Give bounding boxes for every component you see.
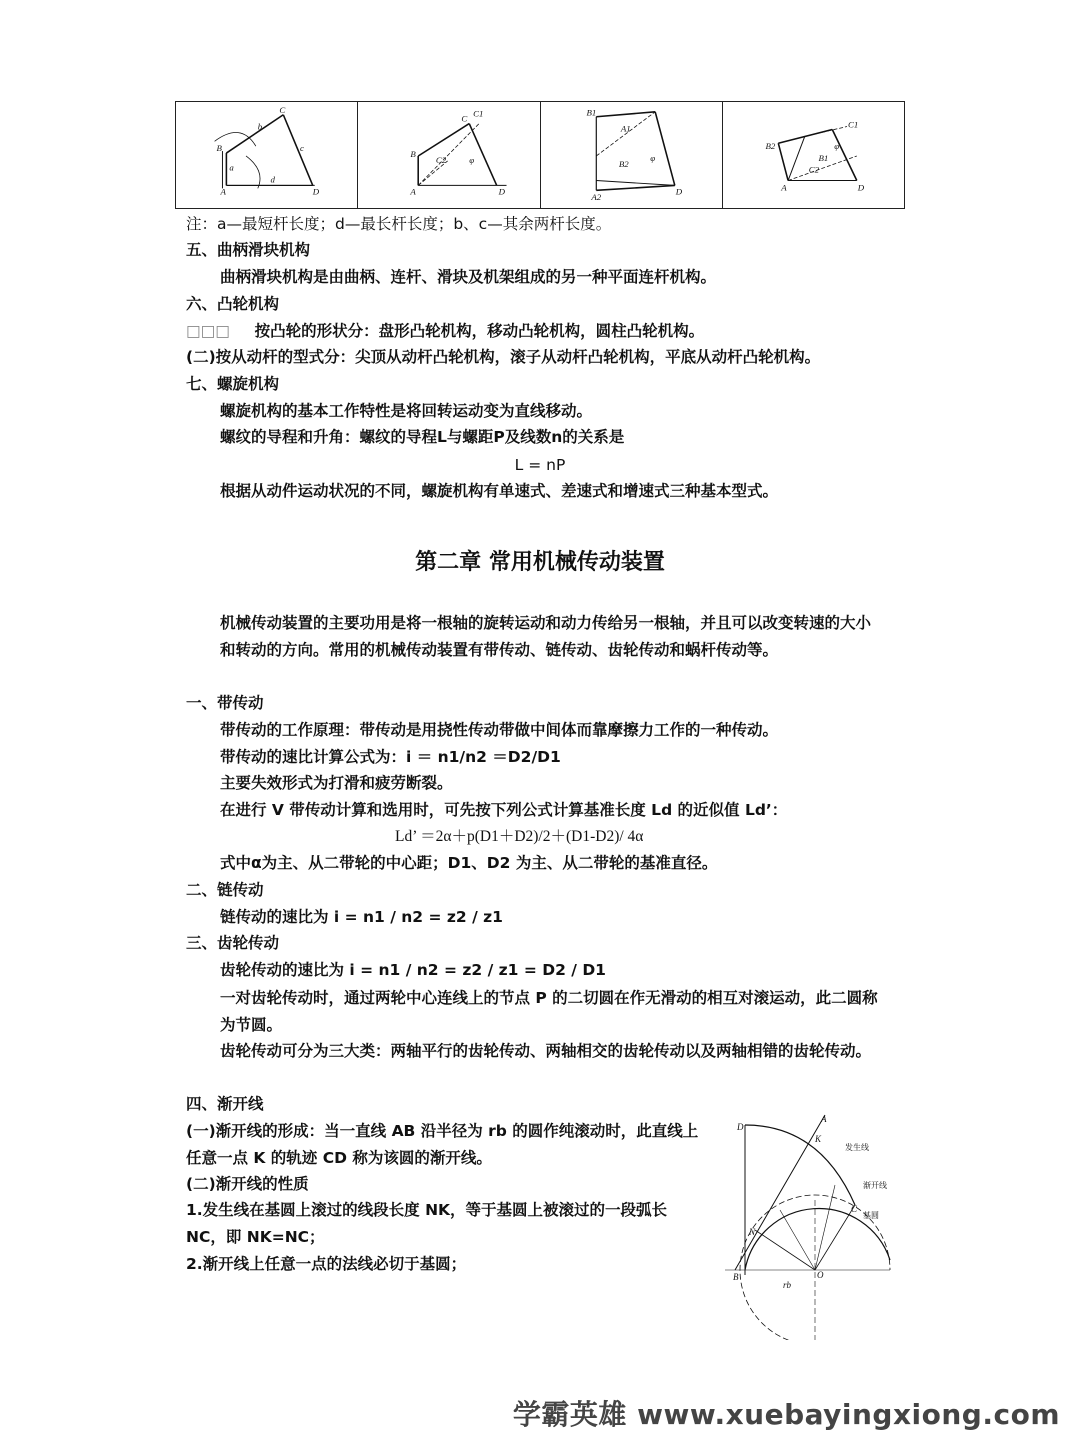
involute-properties-heading: (二)渐开线的性质 xyxy=(186,1175,309,1193)
label-B: B xyxy=(216,143,222,154)
para-6b: (二)按从动杆的型式分：尖顶从动杆凸轮机构，滚子从动杆凸轮机构，平底从动杆凸轮机构。 xyxy=(186,348,821,366)
figure-fourbar-2 xyxy=(358,102,540,208)
figure-note: 注：a—最短杆长度；d—最长杆长度；b、c—其余两杆长度。 xyxy=(186,215,612,233)
para-7c: 根据从动件运动状况的不同，螺旋机构有单速式、差速式和增速式三种基本型式。 xyxy=(220,482,779,500)
label-A: A xyxy=(780,182,787,193)
inv-label-N: N xyxy=(749,1227,756,1237)
section-belt: 一、带传动 xyxy=(186,694,264,712)
label-D: D xyxy=(312,186,320,197)
belt-principle: 带传动的工作原理：带传动是用挠性传动带做中间体而靠摩擦力工作的一种传动。 xyxy=(220,721,779,739)
section-involute: 四、渐开线 xyxy=(186,1095,264,1113)
inv-label-rb: rb xyxy=(783,1280,792,1290)
label-phi: φ xyxy=(469,154,475,165)
figure-fourbar-3 xyxy=(541,102,723,208)
missing-glyph-marker: □□□ xyxy=(186,322,230,340)
para-5: 曲柄滑块机构是由曲柄、连杆、滑块及机架组成的另一种平面连杆机构。 xyxy=(220,268,717,286)
label-c: c xyxy=(299,143,304,154)
chain-ratio: 链传动的速比为 i = n1 / n2 = z2 / z1 xyxy=(220,908,503,926)
label-C1: C1 xyxy=(847,119,859,130)
label-C2: C2 xyxy=(808,164,819,175)
label-B: B xyxy=(410,148,417,159)
involute-property-1: 1.发生线在基圆上滚过的线段长度 NK，等于基圆上被滚过的一段弧长 NC，即 NK=NC； xyxy=(186,1201,668,1246)
label-C1: C1 xyxy=(473,108,484,119)
label-a: a xyxy=(229,162,234,173)
belt-formula-desc: 式中α为主、从二带轮的中心距；D1、D2 为主、从二带轮的基准直径。 xyxy=(220,854,718,872)
figure-fourbar-1 xyxy=(176,102,358,208)
involute-figure xyxy=(725,1110,895,1340)
label-A: A xyxy=(220,186,226,197)
chapter-title: 第二章 常用机械传动装置 xyxy=(415,550,665,575)
figure-fourbar-4 xyxy=(723,102,904,208)
label-A2: A2 xyxy=(590,192,601,203)
involute-formation: (一)渐开线的形成：当一直线 AB 沿半径为 rb 的圆作纯滚动时，此直线上任意一点 K 的轨迹 CD 称为该圆的渐开线。 xyxy=(186,1122,699,1167)
label-D: D xyxy=(675,186,682,197)
gear-pitch-para xyxy=(186,985,886,1038)
label-phi: φ xyxy=(649,152,655,163)
inv-label-O: O xyxy=(817,1270,824,1280)
inv-label-B: B xyxy=(733,1272,739,1282)
para-6a-text: 按凸轮的形状分：盘形凸轮机构，移动凸轮机构，圆柱凸轮机构。 xyxy=(254,322,705,340)
label-D: D xyxy=(857,182,864,193)
heading-5: 五、曲柄滑块机构 xyxy=(186,241,311,259)
inv-label-A: A xyxy=(821,1114,827,1124)
involute-property-2: 2.渐开线上任意一点的法线必切于基圆； xyxy=(186,1255,467,1273)
label-B1: B1 xyxy=(585,107,596,118)
label-C: C xyxy=(461,113,468,124)
inv-label-generating-line: 发生线 xyxy=(845,1143,869,1152)
mechanism-figure-table xyxy=(175,101,905,209)
belt-length: 在进行 V 带传动计算和选用时，可先按下列公式计算基准长度 Ld 的近似值 Ld’： xyxy=(220,801,788,819)
label-phi: φ xyxy=(833,141,839,152)
formula-L: L = nP xyxy=(514,456,566,474)
para-7b: 螺纹的导程和升角：螺纹的导程L与螺距P及线数n的关系是 xyxy=(220,428,625,446)
label-D: D xyxy=(498,186,506,197)
gear-pitch-text: 一对齿轮传动时，通过两轮中心连线上的节点 P 的二切圆在作无滑动的相互对滚运动，此二圆称为节圆。 xyxy=(220,989,878,1034)
inv-label-base-circle: 基圆 xyxy=(863,1211,879,1220)
gear-types-text: 齿轮传动可分为三大类：两轴平行的齿轮传动、两轴相交的齿轮传动以及两轴相错的齿轮传动。 xyxy=(220,1042,872,1060)
inv-label-K: K xyxy=(815,1134,822,1144)
belt-formula: Ld’ ＝2α＋p(D1＋D2)/2＋(D1-D2)/ 4α xyxy=(395,828,644,845)
inv-label-involute: 渐开线 xyxy=(863,1181,887,1190)
section-gear: 三、齿轮传动 xyxy=(186,934,280,952)
para-7a: 螺旋机构的基本工作特性是将回转运动变为直线移动。 xyxy=(220,402,593,420)
label-b: b xyxy=(257,121,263,132)
label-B2: B2 xyxy=(765,141,776,152)
label-B1: B1 xyxy=(818,152,829,163)
label-C: C xyxy=(279,104,286,115)
label-B2: B2 xyxy=(618,158,629,169)
belt-failure: 主要失效形式为打滑和疲劳断裂。 xyxy=(220,774,453,792)
belt-ratio: 带传动的速比计算公式为：i ＝ n1/n2 ＝D2/D1 xyxy=(220,748,561,766)
heading-7: 七、螺旋机构 xyxy=(186,375,280,393)
gear-ratio: 齿轮传动的速比为 i = n1 / n2 = z2 / z1 = D2 / D1 xyxy=(220,961,606,979)
chapter-intro xyxy=(186,610,886,663)
inv-label-D: D xyxy=(737,1122,744,1132)
label-C2: C2 xyxy=(436,154,447,165)
chapter-intro-text: 机械传动装置的主要功用是将一根轴的旋转运动和动力传给另一根轴，并且可以改变转速的大小和转动的方向。常用的机械传动装置有带传动、链传动、齿轮传动和蜗杆传动等。 xyxy=(220,614,872,659)
label-A1: A1 xyxy=(620,123,631,134)
section-chain: 二、链传动 xyxy=(186,881,264,899)
gear-types-para xyxy=(186,1038,886,1065)
watermark: 学霸英雄 www.xuebayingxiong.com xyxy=(512,1398,1060,1431)
label-A: A xyxy=(410,186,417,197)
inv-label-C: C xyxy=(851,1204,858,1214)
heading-6: 六、凸轮机构 xyxy=(186,295,280,313)
para-6a xyxy=(186,321,704,341)
label-d: d xyxy=(270,174,275,185)
